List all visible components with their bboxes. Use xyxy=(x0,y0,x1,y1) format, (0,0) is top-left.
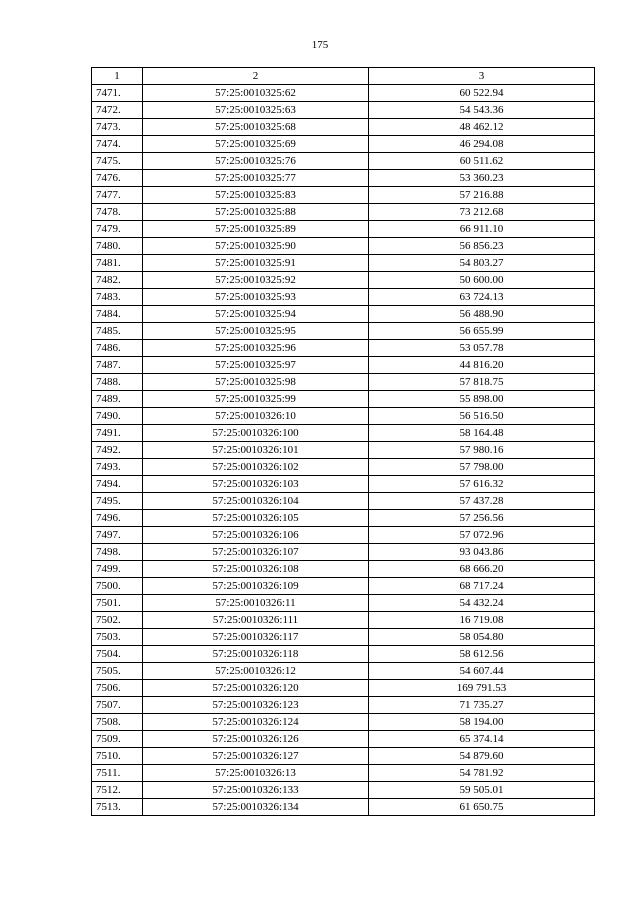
row-number: 7491. xyxy=(92,425,143,442)
table-row xyxy=(92,714,595,731)
row-number: 7504. xyxy=(92,646,143,663)
cadastral-number: 57:25:0010326:118 xyxy=(143,646,369,663)
row-number: 7511. xyxy=(92,765,143,782)
cadastral-number: 57:25:0010326:126 xyxy=(143,731,369,748)
row-number: 7472. xyxy=(92,102,143,119)
cadastral-number: 57:25:0010326:107 xyxy=(143,544,369,561)
cadastral-value: 63 724.13 xyxy=(369,289,595,306)
cadastral-value: 54 432.24 xyxy=(369,595,595,612)
row-number: 7497. xyxy=(92,527,143,544)
table-row xyxy=(92,527,595,544)
row-number: 7493. xyxy=(92,459,143,476)
cadastral-number: 57:25:0010325:88 xyxy=(143,204,369,221)
cadastral-value: 57 216.88 xyxy=(369,187,595,204)
cadastral-number: 57:25:0010326:120 xyxy=(143,680,369,697)
cadastral-number: 57:25:0010326:106 xyxy=(143,527,369,544)
row-number: 7490. xyxy=(92,408,143,425)
cadastral-value: 53 360.23 xyxy=(369,170,595,187)
row-number: 7477. xyxy=(92,187,143,204)
column-header-number: 1 xyxy=(92,68,143,85)
row-number: 7499. xyxy=(92,561,143,578)
cadastral-number: 57:25:0010325:83 xyxy=(143,187,369,204)
cadastral-number: 57:25:0010326:100 xyxy=(143,425,369,442)
row-number: 7506. xyxy=(92,680,143,697)
cadastral-number: 57:25:0010325:93 xyxy=(143,289,369,306)
row-number: 7496. xyxy=(92,510,143,527)
cadastral-number: 57:25:0010326:123 xyxy=(143,697,369,714)
column-header-cadastral-code: 2 xyxy=(143,68,369,85)
cadastral-value: 57 818.75 xyxy=(369,374,595,391)
cadastral-value: 46 294.08 xyxy=(369,136,595,153)
cadastral-number: 57:25:0010326:134 xyxy=(143,799,369,816)
cadastral-number: 57:25:0010326:102 xyxy=(143,459,369,476)
table-row xyxy=(92,748,595,765)
cadastral-number: 57:25:0010325:77 xyxy=(143,170,369,187)
cadastral-value: 54 607.44 xyxy=(369,663,595,680)
table-row xyxy=(92,391,595,408)
row-number: 7478. xyxy=(92,204,143,221)
table-row xyxy=(92,102,595,119)
cadastral-number: 57:25:0010325:90 xyxy=(143,238,369,255)
row-number: 7507. xyxy=(92,697,143,714)
row-number: 7471. xyxy=(92,85,143,102)
row-number: 7488. xyxy=(92,374,143,391)
row-number: 7473. xyxy=(92,119,143,136)
cadastral-number: 57:25:0010326:10 xyxy=(143,408,369,425)
row-number: 7512. xyxy=(92,782,143,799)
cadastral-value: 57 072.96 xyxy=(369,527,595,544)
cadastral-number: 57:25:0010326:117 xyxy=(143,629,369,646)
table-row xyxy=(92,204,595,221)
row-number: 7509. xyxy=(92,731,143,748)
row-number: 7502. xyxy=(92,612,143,629)
cadastral-value: 48 462.12 xyxy=(369,119,595,136)
cadastral-value: 53 057.78 xyxy=(369,340,595,357)
table-body xyxy=(92,85,595,816)
table-row xyxy=(92,119,595,136)
cadastral-number: 57:25:0010326:101 xyxy=(143,442,369,459)
table-row xyxy=(92,459,595,476)
table-row xyxy=(92,544,595,561)
cadastral-number: 57:25:0010325:98 xyxy=(143,374,369,391)
table-row xyxy=(92,153,595,170)
cadastral-number: 57:25:0010325:69 xyxy=(143,136,369,153)
row-number: 7483. xyxy=(92,289,143,306)
cadastral-number: 57:25:0010325:89 xyxy=(143,221,369,238)
table-row xyxy=(92,357,595,374)
cadastral-value: 56 856.23 xyxy=(369,238,595,255)
table-row xyxy=(92,731,595,748)
row-number: 7484. xyxy=(92,306,143,323)
cadastral-value: 55 898.00 xyxy=(369,391,595,408)
cadastral-value: 169 791.53 xyxy=(369,680,595,697)
cadastral-number: 57:25:0010326:124 xyxy=(143,714,369,731)
row-number: 7482. xyxy=(92,272,143,289)
row-number: 7487. xyxy=(92,357,143,374)
cadastral-number: 57:25:0010326:109 xyxy=(143,578,369,595)
table-row xyxy=(92,680,595,697)
cadastral-number: 57:25:0010325:94 xyxy=(143,306,369,323)
table-row xyxy=(92,255,595,272)
table-row xyxy=(92,289,595,306)
cadastral-number: 57:25:0010325:97 xyxy=(143,357,369,374)
cadastral-value: 56 488.90 xyxy=(369,306,595,323)
table-row xyxy=(92,221,595,238)
row-number: 7503. xyxy=(92,629,143,646)
table-row xyxy=(92,272,595,289)
cadastral-number: 57:25:0010326:133 xyxy=(143,782,369,799)
column-header-value: 3 xyxy=(369,68,595,85)
cadastral-number: 57:25:0010326:108 xyxy=(143,561,369,578)
table-row xyxy=(92,170,595,187)
cadastral-value: 68 717.24 xyxy=(369,578,595,595)
cadastral-value: 93 043.86 xyxy=(369,544,595,561)
cadastral-number: 57:25:0010326:103 xyxy=(143,476,369,493)
cadastral-value: 71 735.27 xyxy=(369,697,595,714)
cadastral-number: 57:25:0010326:104 xyxy=(143,493,369,510)
row-number: 7495. xyxy=(92,493,143,510)
table-row xyxy=(92,340,595,357)
table-row xyxy=(92,646,595,663)
cadastral-value: 66 911.10 xyxy=(369,221,595,238)
cadastral-number: 57:25:0010326:111 xyxy=(143,612,369,629)
cadastral-number: 57:25:0010325:95 xyxy=(143,323,369,340)
row-number: 7481. xyxy=(92,255,143,272)
cadastral-number: 57:25:0010325:99 xyxy=(143,391,369,408)
row-number: 7475. xyxy=(92,153,143,170)
cadastral-value: 58 164.48 xyxy=(369,425,595,442)
cadastral-value: 57 798.00 xyxy=(369,459,595,476)
cadastral-value: 58 194.00 xyxy=(369,714,595,731)
cadastral-value: 16 719.08 xyxy=(369,612,595,629)
table-header-row xyxy=(92,68,595,85)
row-number: 7500. xyxy=(92,578,143,595)
row-number: 7498. xyxy=(92,544,143,561)
cadastral-value: 54 781.92 xyxy=(369,765,595,782)
cadastral-number: 57:25:0010326:12 xyxy=(143,663,369,680)
row-number: 7492. xyxy=(92,442,143,459)
table-row xyxy=(92,612,595,629)
row-number: 7486. xyxy=(92,340,143,357)
table-row xyxy=(92,374,595,391)
cadastral-value: 65 374.14 xyxy=(369,731,595,748)
cadastral-value: 61 650.75 xyxy=(369,799,595,816)
cadastral-value: 73 212.68 xyxy=(369,204,595,221)
row-number: 7505. xyxy=(92,663,143,680)
cadastral-number: 57:25:0010325:76 xyxy=(143,153,369,170)
cadastral-table xyxy=(91,67,595,816)
cadastral-number: 57:25:0010326:11 xyxy=(143,595,369,612)
cadastral-value: 57 980.16 xyxy=(369,442,595,459)
table-row xyxy=(92,425,595,442)
table-row xyxy=(92,238,595,255)
cadastral-value: 57 256.56 xyxy=(369,510,595,527)
table-row xyxy=(92,136,595,153)
cadastral-number: 57:25:0010325:68 xyxy=(143,119,369,136)
cadastral-number: 57:25:0010325:62 xyxy=(143,85,369,102)
cadastral-value: 58 612.56 xyxy=(369,646,595,663)
row-number: 7476. xyxy=(92,170,143,187)
row-number: 7494. xyxy=(92,476,143,493)
row-number: 7501. xyxy=(92,595,143,612)
row-number: 7474. xyxy=(92,136,143,153)
row-number: 7510. xyxy=(92,748,143,765)
table-row xyxy=(92,493,595,510)
row-number: 7479. xyxy=(92,221,143,238)
table-row xyxy=(92,561,595,578)
cadastral-value: 44 816.20 xyxy=(369,357,595,374)
cadastral-value: 54 879.60 xyxy=(369,748,595,765)
cadastral-value: 56 655.99 xyxy=(369,323,595,340)
cadastral-value: 57 616.32 xyxy=(369,476,595,493)
table-row xyxy=(92,187,595,204)
table-row xyxy=(92,442,595,459)
table-row xyxy=(92,663,595,680)
cadastral-number: 57:25:0010325:96 xyxy=(143,340,369,357)
cadastral-number: 57:25:0010325:63 xyxy=(143,102,369,119)
table-row xyxy=(92,476,595,493)
table-row xyxy=(92,408,595,425)
table-row xyxy=(92,799,595,816)
table-row xyxy=(92,697,595,714)
page-number: 175 xyxy=(311,39,329,51)
table-row xyxy=(92,85,595,102)
cadastral-value: 54 543.36 xyxy=(369,102,595,119)
row-number: 7513. xyxy=(92,799,143,816)
cadastral-value: 57 437.28 xyxy=(369,493,595,510)
row-number: 7485. xyxy=(92,323,143,340)
cadastral-value: 56 516.50 xyxy=(369,408,595,425)
cadastral-number: 57:25:0010326:127 xyxy=(143,748,369,765)
cadastral-number: 57:25:0010326:105 xyxy=(143,510,369,527)
cadastral-value: 54 803.27 xyxy=(369,255,595,272)
cadastral-number: 57:25:0010326:13 xyxy=(143,765,369,782)
table-row xyxy=(92,765,595,782)
row-number: 7480. xyxy=(92,238,143,255)
cadastral-value: 50 600.00 xyxy=(369,272,595,289)
table-row xyxy=(92,595,595,612)
cadastral-number: 57:25:0010325:92 xyxy=(143,272,369,289)
cadastral-value: 59 505.01 xyxy=(369,782,595,799)
table-row xyxy=(92,323,595,340)
table-row xyxy=(92,306,595,323)
table-row xyxy=(92,510,595,527)
cadastral-value: 68 666.20 xyxy=(369,561,595,578)
cadastral-value: 60 522.94 xyxy=(369,85,595,102)
table-row xyxy=(92,782,595,799)
cadastral-number: 57:25:0010325:91 xyxy=(143,255,369,272)
row-number: 7489. xyxy=(92,391,143,408)
table-row xyxy=(92,578,595,595)
row-number: 7508. xyxy=(92,714,143,731)
table-row xyxy=(92,629,595,646)
cadastral-value: 58 054.80 xyxy=(369,629,595,646)
cadastral-value: 60 511.62 xyxy=(369,153,595,170)
